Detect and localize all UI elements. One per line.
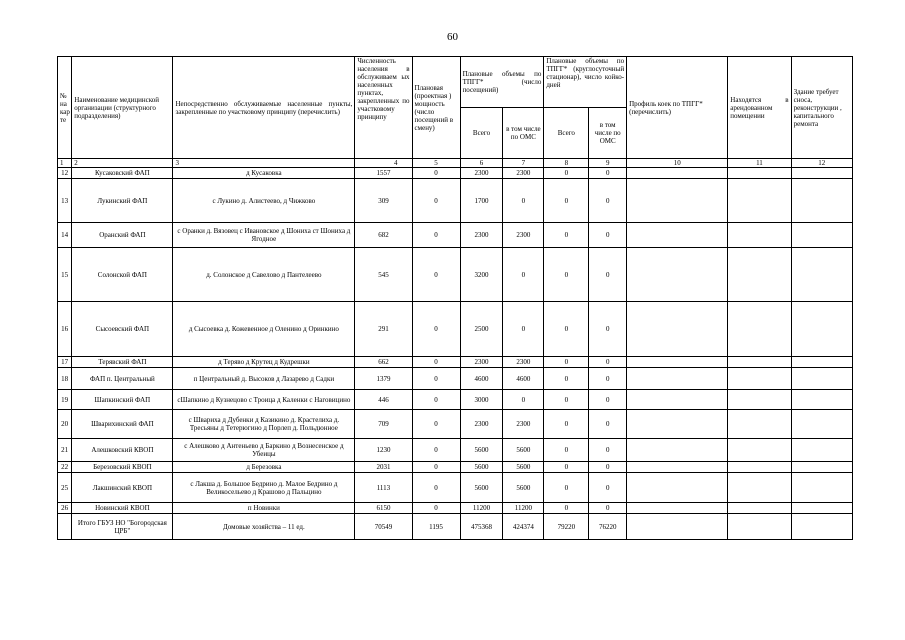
cell-points: п Новинки <box>173 503 355 514</box>
cell-beds-oms: 0 <box>589 302 627 357</box>
cell-demolition <box>791 503 852 514</box>
header-capacity: Плановая (проектная ) мощность (число посещений в смену) <box>412 57 460 159</box>
cell-beds-total: 0 <box>544 410 589 439</box>
cell-name: Алешковский КВОП <box>72 439 173 462</box>
cell-capacity: 0 <box>412 503 460 514</box>
table-row <box>58 439 853 462</box>
cell-rented <box>728 368 791 390</box>
cell-visits-total: 11200 <box>460 503 503 514</box>
cell-capacity: 0 <box>412 368 460 390</box>
cell-capacity: 0 <box>412 473 460 503</box>
cell-visits-total: 5600 <box>460 473 503 503</box>
table-row <box>58 390 853 410</box>
cell-name: Шапкинский ФАП <box>72 390 173 410</box>
cell-demolition <box>791 302 852 357</box>
cell-beds-oms: 0 <box>589 473 627 503</box>
cell-name: ФАП п. Центральный <box>72 368 173 390</box>
cell-visits-oms: 5600 <box>503 462 544 473</box>
cell-points: с Алешково д Антеньево д Баркино д Вознесенское д Убеицы <box>173 439 355 462</box>
cell-beds-total: 0 <box>544 390 589 410</box>
cell-number <box>58 514 72 540</box>
cell-population: 662 <box>355 357 412 368</box>
table-row <box>58 168 853 179</box>
cell-demolition <box>791 439 852 462</box>
cell-number: 16 <box>58 302 72 357</box>
cell-name: Кусаковский ФАП <box>72 168 173 179</box>
header-population: Численность населения в обслуживаем ых населенных пунктах, закрепленных по участковому принципу <box>355 57 412 159</box>
cell-points: с Лукино д. Алистеево, д Чижково <box>173 179 355 223</box>
cell-rented <box>728 357 791 368</box>
cell-points: д Березовка <box>173 462 355 473</box>
cell-beds-oms: 0 <box>589 368 627 390</box>
cell-demolition <box>791 179 852 223</box>
column-number: 11 <box>728 159 791 168</box>
cell-points: сШапкино д Кузнецово с Троица д Каленки с Наговицино <box>173 390 355 410</box>
cell-bed-profile <box>627 462 728 473</box>
cell-total-capacity: 1195 <box>412 514 460 540</box>
cell-beds-total: 0 <box>544 168 589 179</box>
cell-capacity: 0 <box>412 168 460 179</box>
cell-name: Сысоевский ФАП <box>72 302 173 357</box>
cell-beds-total: 0 <box>544 179 589 223</box>
cell-population: 709 <box>355 410 412 439</box>
cell-number: 15 <box>58 248 72 302</box>
column-number: 3 <box>173 159 355 168</box>
cell-total-visits-oms: 424374 <box>503 514 544 540</box>
header-visits-total: Всего <box>460 108 503 159</box>
cell-visits-total: 2300 <box>460 410 503 439</box>
cell-points: п Центральный д. Высоков д Лазарево д Садки <box>173 368 355 390</box>
cell-rented <box>728 462 791 473</box>
table-row <box>58 357 853 368</box>
cell-beds-oms: 0 <box>589 179 627 223</box>
cell-visits-total: 2500 <box>460 302 503 357</box>
cell-rented <box>728 179 791 223</box>
cell-bed-profile <box>627 473 728 503</box>
cell-points: д. Солонское д Савелово д Пантелеево <box>173 248 355 302</box>
cell-points: д Кусаковка <box>173 168 355 179</box>
column-number: 6 <box>460 159 503 168</box>
column-number: 12 <box>791 159 852 168</box>
cell-rented <box>728 168 791 179</box>
cell-beds-oms: 0 <box>589 223 627 248</box>
cell-population: 446 <box>355 390 412 410</box>
cell-demolition <box>791 390 852 410</box>
cell-population: 2031 <box>355 462 412 473</box>
cell-number: 19 <box>58 390 72 410</box>
cell-visits-oms: 2300 <box>503 357 544 368</box>
cell-visits-total: 2300 <box>460 357 503 368</box>
header-bed-days-volume: Плановые объемы по ТПГГ* (круглосуточный стационар), число койко-дней <box>544 57 627 108</box>
cell-visits-oms: 11200 <box>503 503 544 514</box>
header-visits-oms: в том числе по ОМС <box>503 108 544 159</box>
table-body <box>58 168 853 540</box>
cell-beds-oms: 0 <box>589 168 627 179</box>
header-visits-volume: Плановые объемы по ТПГГ* (число посещений) <box>460 57 544 108</box>
table-row <box>58 368 853 390</box>
cell-bed-profile <box>627 223 728 248</box>
cell-rented <box>728 302 791 357</box>
cell-population: 1113 <box>355 473 412 503</box>
cell-name: Шварихинский ФАП <box>72 410 173 439</box>
cell-bed-profile <box>627 503 728 514</box>
cell-demolition <box>791 410 852 439</box>
cell-capacity: 0 <box>412 462 460 473</box>
cell-visits-oms: 0 <box>503 390 544 410</box>
cell-rented <box>728 473 791 503</box>
medical-organizations-table <box>57 56 853 540</box>
cell-visits-total: 5600 <box>460 462 503 473</box>
cell-beds-total: 0 <box>544 473 589 503</box>
table-row <box>58 302 853 357</box>
cell-rented <box>728 410 791 439</box>
header-demolition: Здание требует сноса, реконструкции , капитального ремонта <box>791 57 852 159</box>
cell-rented <box>728 248 791 302</box>
cell-beds-oms: 0 <box>589 410 627 439</box>
table-row <box>58 503 853 514</box>
cell-name: Оранский ФАП <box>72 223 173 248</box>
cell-visits-total: 2300 <box>460 223 503 248</box>
cell-total-beds-oms: 76220 <box>589 514 627 540</box>
cell-bed-profile <box>627 390 728 410</box>
column-number: 10 <box>627 159 728 168</box>
cell-demolition <box>791 368 852 390</box>
cell-points: д Сысоевка д. Кожевенное д Оленино д Оринкино <box>173 302 355 357</box>
cell-demolition <box>791 248 852 302</box>
cell-points: д Терявo д Крутец д Кудрешки <box>173 357 355 368</box>
cell-population: 6150 <box>355 503 412 514</box>
total-row <box>58 514 853 540</box>
cell-total-name: Итого ГБУЗ НО "Богородская ЦРБ" <box>72 514 173 540</box>
cell-bed-profile <box>627 248 728 302</box>
cell-demolition <box>791 223 852 248</box>
cell-rented <box>728 514 791 540</box>
cell-beds-total: 0 <box>544 368 589 390</box>
column-number-row <box>58 159 853 168</box>
header-rented: Находятся в арендованном помещении <box>728 57 791 159</box>
column-number: 1 <box>58 159 72 168</box>
cell-capacity: 0 <box>412 357 460 368</box>
table-row <box>58 410 853 439</box>
cell-beds-total: 0 <box>544 302 589 357</box>
cell-points: с Лакша д. Большое Бедрино д. Малое Бедрино д Великосельево д Крашово д Пальцино <box>173 473 355 503</box>
cell-beds-total: 0 <box>544 503 589 514</box>
table-row <box>58 473 853 503</box>
cell-beds-oms: 0 <box>589 439 627 462</box>
cell-rented <box>728 390 791 410</box>
cell-population: 682 <box>355 223 412 248</box>
cell-population: 1379 <box>355 368 412 390</box>
cell-visits-oms: 0 <box>503 179 544 223</box>
header-map-number: № на кар те <box>58 57 72 159</box>
cell-name: Солонской ФАП <box>72 248 173 302</box>
cell-number: 17 <box>58 357 72 368</box>
table-container <box>57 56 853 540</box>
cell-total-visits: 475368 <box>460 514 503 540</box>
cell-beds-total: 0 <box>544 357 589 368</box>
cell-bed-profile <box>627 302 728 357</box>
page-number: 60 <box>447 31 458 43</box>
cell-beds-oms: 0 <box>589 462 627 473</box>
header-beds-oms: в том числе по ОМС <box>589 108 627 159</box>
cell-capacity: 0 <box>412 248 460 302</box>
cell-visits-oms: 0 <box>503 302 544 357</box>
cell-name: Лукинский ФАП <box>72 179 173 223</box>
cell-name: Лакшинский КВОП <box>72 473 173 503</box>
cell-visits-total: 2300 <box>460 168 503 179</box>
cell-population: 309 <box>355 179 412 223</box>
cell-capacity: 0 <box>412 302 460 357</box>
cell-demolition <box>791 514 852 540</box>
cell-total-beds: 79220 <box>544 514 589 540</box>
column-number: 8 <box>544 159 589 168</box>
cell-population: 291 <box>355 302 412 357</box>
cell-total-population: 70549 <box>355 514 412 540</box>
cell-beds-oms: 0 <box>589 390 627 410</box>
cell-demolition <box>791 357 852 368</box>
table-row <box>58 248 853 302</box>
cell-rented <box>728 223 791 248</box>
cell-number: 20 <box>58 410 72 439</box>
cell-visits-total: 4600 <box>460 368 503 390</box>
cell-beds-oms: 0 <box>589 503 627 514</box>
cell-visits-oms: 2300 <box>503 410 544 439</box>
cell-demolition <box>791 168 852 179</box>
column-number: 5 <box>412 159 460 168</box>
header-beds-total: Всего <box>544 108 589 159</box>
cell-beds-oms: 0 <box>589 357 627 368</box>
cell-bed-profile <box>627 439 728 462</box>
cell-capacity: 0 <box>412 223 460 248</box>
table-row <box>58 462 853 473</box>
cell-number: 22 <box>58 462 72 473</box>
cell-capacity: 0 <box>412 410 460 439</box>
cell-capacity: 0 <box>412 179 460 223</box>
cell-population: 1557 <box>355 168 412 179</box>
cell-bed-profile <box>627 179 728 223</box>
cell-name: Новинский КВОП <box>72 503 173 514</box>
column-number: 4 <box>355 159 412 168</box>
column-number: 9 <box>589 159 627 168</box>
cell-number: 21 <box>58 439 72 462</box>
cell-visits-oms: 2300 <box>503 168 544 179</box>
cell-beds-total: 0 <box>544 439 589 462</box>
cell-visits-oms: 2300 <box>503 223 544 248</box>
cell-visits-total: 1700 <box>460 179 503 223</box>
cell-visits-total: 5600 <box>460 439 503 462</box>
cell-demolition <box>791 473 852 503</box>
cell-beds-total: 0 <box>544 248 589 302</box>
table-row <box>58 179 853 223</box>
cell-number: 25 <box>58 473 72 503</box>
column-number: 2 <box>72 159 173 168</box>
cell-capacity: 0 <box>412 390 460 410</box>
cell-rented <box>728 439 791 462</box>
header-bed-profile: Профиль коек по ТПГГ* (перечислить) <box>627 57 728 159</box>
cell-visits-oms: 5600 <box>503 473 544 503</box>
cell-visits-oms: 5600 <box>503 439 544 462</box>
header-organization-name: Наименование медицинской организации (структурного подразделения) <box>72 57 173 159</box>
cell-rented <box>728 503 791 514</box>
column-number: 7 <box>503 159 544 168</box>
cell-points: с Швариха д Дубенки д Казикино д. Крастелиха д. Тресьяны д Тетерюгино д Порлеп д. Польдюнное <box>173 410 355 439</box>
cell-demolition <box>791 462 852 473</box>
cell-number: 13 <box>58 179 72 223</box>
cell-visits-total: 3000 <box>460 390 503 410</box>
cell-total-points: Домовые хозяйства – 11 ед. <box>173 514 355 540</box>
cell-bed-profile <box>627 410 728 439</box>
cell-name: Терявский ФАП <box>72 357 173 368</box>
cell-visits-oms: 4600 <box>503 368 544 390</box>
cell-beds-oms: 0 <box>589 248 627 302</box>
cell-points: с Оранки д. Вязовец с Ивановское д Шониха ст Шониха д Ягодное <box>173 223 355 248</box>
cell-bed-profile <box>627 357 728 368</box>
cell-beds-total: 0 <box>544 223 589 248</box>
header-served-points: Непосредственно обслуживаемые населенные пункты, закрепленные по участковому принципу (перечислить) <box>173 57 355 159</box>
cell-bed-profile <box>627 514 728 540</box>
table-row <box>58 223 853 248</box>
cell-capacity: 0 <box>412 439 460 462</box>
cell-visits-total: 3200 <box>460 248 503 302</box>
cell-number: 12 <box>58 168 72 179</box>
cell-visits-oms: 0 <box>503 248 544 302</box>
cell-number: 18 <box>58 368 72 390</box>
cell-number: 14 <box>58 223 72 248</box>
cell-number: 26 <box>58 503 72 514</box>
cell-bed-profile <box>627 368 728 390</box>
cell-bed-profile <box>627 168 728 179</box>
cell-population: 1230 <box>355 439 412 462</box>
cell-population: 545 <box>355 248 412 302</box>
cell-beds-total: 0 <box>544 462 589 473</box>
cell-name: Березовский КВОП <box>72 462 173 473</box>
table-header <box>58 57 853 168</box>
